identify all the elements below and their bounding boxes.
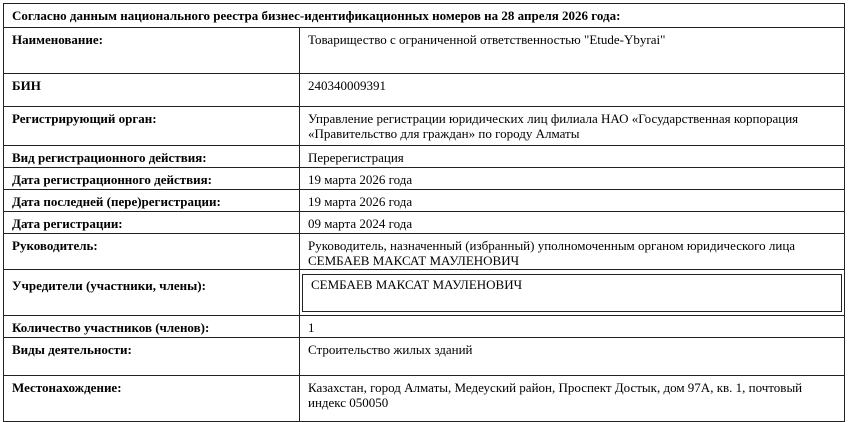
row-member-count: [4, 316, 844, 338]
row-value: Руководитель, назначенный (избранный) уполномоченным органом юридического лица СЕМБАЕВ МАКСАТ МАУЛЕНОВИЧ: [308, 238, 796, 268]
registry-header: Согласно данным национального реестра бизнес-идентификационных номеров на 28 апреля 2026 года:: [4, 4, 844, 28]
row-bin: [4, 74, 844, 107]
row-value: Казахстан, город Алматы, Медеуский район, Проспект Достык, дом 97А, кв. 1, почтовый индекс 050050: [308, 380, 803, 410]
row-registration-date: [4, 212, 844, 234]
row-action-date: [4, 168, 844, 190]
row-value: 240340009391: [308, 78, 386, 93]
registry-extract-table: [3, 3, 845, 422]
row-registration-action: [4, 146, 844, 168]
row-label: Руководитель:: [4, 234, 300, 269]
row-value: Строительство жилых зданий: [308, 342, 473, 357]
row-value: 19 марта 2026 года: [308, 194, 413, 209]
row-label: Дата последней (пере)регистрации:: [4, 190, 300, 211]
row-value-cell: [300, 270, 844, 315]
row-label: Дата регистрационного действия:: [4, 168, 300, 189]
row-label: Виды деятельности:: [4, 338, 300, 375]
row-registering-authority: [4, 107, 844, 146]
row-value: 19 марта 2026 года: [308, 172, 413, 187]
row-label: Наименование:: [4, 28, 300, 73]
row-location: [4, 376, 844, 421]
row-label: Вид регистрационного действия:: [4, 146, 300, 167]
row-label: Учредители (участники, члены):: [4, 270, 300, 315]
row-label: Количество участников (членов):: [4, 316, 300, 337]
row-label: Местонахождение:: [4, 376, 300, 421]
founders-box: СЕМБАЕВ МАКСАТ МАУЛЕНОВИЧ: [302, 274, 842, 312]
row-value: Товарищество с ограниченной ответственностью "Etude-Ybyrai": [308, 32, 666, 47]
row-value: 1: [308, 320, 315, 335]
row-value: Перерегистрация: [308, 150, 404, 165]
row-director: [4, 234, 844, 270]
row-value: Управление регистрации юридических лиц филиала НАО «Государственная корпорация «Правительство для граждан» по городу Алматы: [308, 111, 799, 141]
row-label: Дата регистрации:: [4, 212, 300, 233]
row-last-reregistration-date: [4, 190, 844, 212]
row-founders: [4, 270, 844, 316]
row-value: 09 марта 2024 года: [308, 216, 413, 231]
row-activities: [4, 338, 844, 376]
row-label: Регистрирующий орган:: [4, 107, 300, 145]
row-label: БИН: [4, 74, 300, 106]
row-name: [4, 28, 844, 74]
